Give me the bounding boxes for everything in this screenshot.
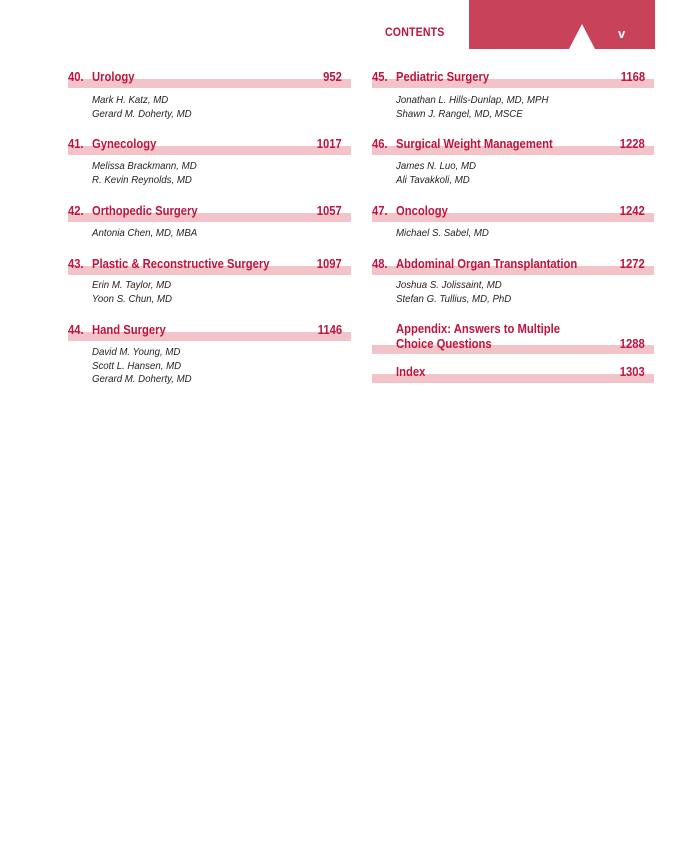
chapter-page: 1228 [619, 137, 645, 151]
author: David M. Young, MD [92, 346, 181, 358]
author: Gerard M. Doherty, MD [92, 107, 192, 120]
author: Jonathan L. Hills-Dunlap, MD, MPH [396, 94, 549, 106]
chapter-page: 1097 [316, 257, 342, 271]
entry-title-row [68, 70, 351, 86]
author: Gerard M. Doherty, MD [92, 373, 192, 385]
chapter-authors [396, 227, 489, 241]
author: R. Kevin Reynolds, MD [92, 173, 192, 186]
author: Scott L. Hansen, MD [92, 359, 182, 372]
author: Mark H. Katz, MD [92, 94, 169, 106]
chapter-title[interactable]: Hand Surgery [92, 323, 166, 337]
appendix-title-line1[interactable]: Appendix: Answers to Multiple [396, 322, 560, 336]
chapter-authors [396, 160, 476, 187]
page-number: v [618, 26, 626, 41]
chapter-number: 47. [372, 204, 388, 218]
section-label: CONTENTS [385, 25, 445, 39]
chapter-authors [396, 94, 548, 121]
entry-title-row [372, 137, 654, 153]
chapter-page: 1057 [316, 204, 342, 218]
entry-title-row [372, 70, 654, 86]
chapter-number: 45. [372, 70, 388, 84]
chapter-title[interactable]: Orthopedic Surgery [92, 204, 198, 218]
entry-title-row [372, 365, 654, 381]
chapter-number: 44. [68, 323, 84, 337]
author: James N. Luo, MD [396, 160, 476, 172]
chapter-page: 1017 [316, 137, 342, 151]
entry-title-row [68, 204, 351, 220]
chapter-authors [92, 160, 197, 187]
chapter-number: 48. [372, 257, 388, 271]
chapter-title[interactable]: Oncology [396, 204, 448, 218]
entry-title-row [68, 137, 351, 153]
index-title[interactable]: Index [396, 365, 426, 379]
author: Michael S. Sabel, MD [396, 227, 489, 239]
author: Shawn J. Rangel, MD, MSCE [396, 107, 523, 120]
entry-title-row [372, 204, 654, 220]
author: Melissa Brackmann, MD [92, 160, 197, 172]
chapter-title[interactable]: Surgical Weight Management [396, 137, 553, 151]
entry-title-row [372, 257, 654, 273]
page-tab [469, 0, 655, 49]
entry-title-row [68, 257, 351, 273]
entry-title-row [372, 337, 654, 353]
chapter-title[interactable]: Gynecology [92, 137, 157, 151]
chapter-authors [92, 279, 172, 306]
tab-notch [569, 24, 595, 49]
chapter-title[interactable]: Pediatric Surgery [396, 70, 490, 84]
author: Yoon S. Chun, MD [92, 292, 173, 305]
author: Erin M. Taylor, MD [92, 279, 172, 291]
entry-title-row [372, 322, 654, 338]
chapter-authors [92, 346, 192, 387]
chapter-authors [92, 94, 192, 121]
chapter-number: 40. [68, 70, 84, 84]
author: Ali Tavakkoli, MD [396, 173, 470, 186]
index-page: 1303 [619, 365, 645, 379]
author: Joshua S. Jolissaint, MD [396, 279, 502, 291]
appendix-page: 1288 [619, 337, 645, 351]
chapter-title[interactable]: Abdominal Organ Transplantation [396, 257, 578, 271]
chapter-page: 1242 [619, 204, 645, 218]
author: Antonia Chen, MD, MBA [92, 227, 198, 239]
entry-title-row [68, 323, 351, 339]
chapter-authors [396, 279, 511, 306]
appendix-title-line2[interactable]: Choice Questions [396, 337, 492, 351]
chapter-page: 1146 [317, 323, 342, 337]
author: Stefan G. Tullius, MD, PhD [396, 292, 512, 305]
chapter-page: 1168 [620, 70, 645, 84]
chapter-number: 42. [68, 204, 84, 218]
chapter-page: 1272 [619, 257, 645, 271]
chapter-title[interactable]: Plastic & Reconstructive Surgery [92, 257, 270, 271]
chapter-number: 41. [68, 137, 84, 151]
chapter-number: 46. [372, 137, 388, 151]
chapter-authors [92, 227, 197, 241]
chapter-number: 43. [68, 257, 84, 271]
chapter-title[interactable]: Urology [92, 70, 135, 84]
chapter-page: 952 [323, 70, 342, 84]
